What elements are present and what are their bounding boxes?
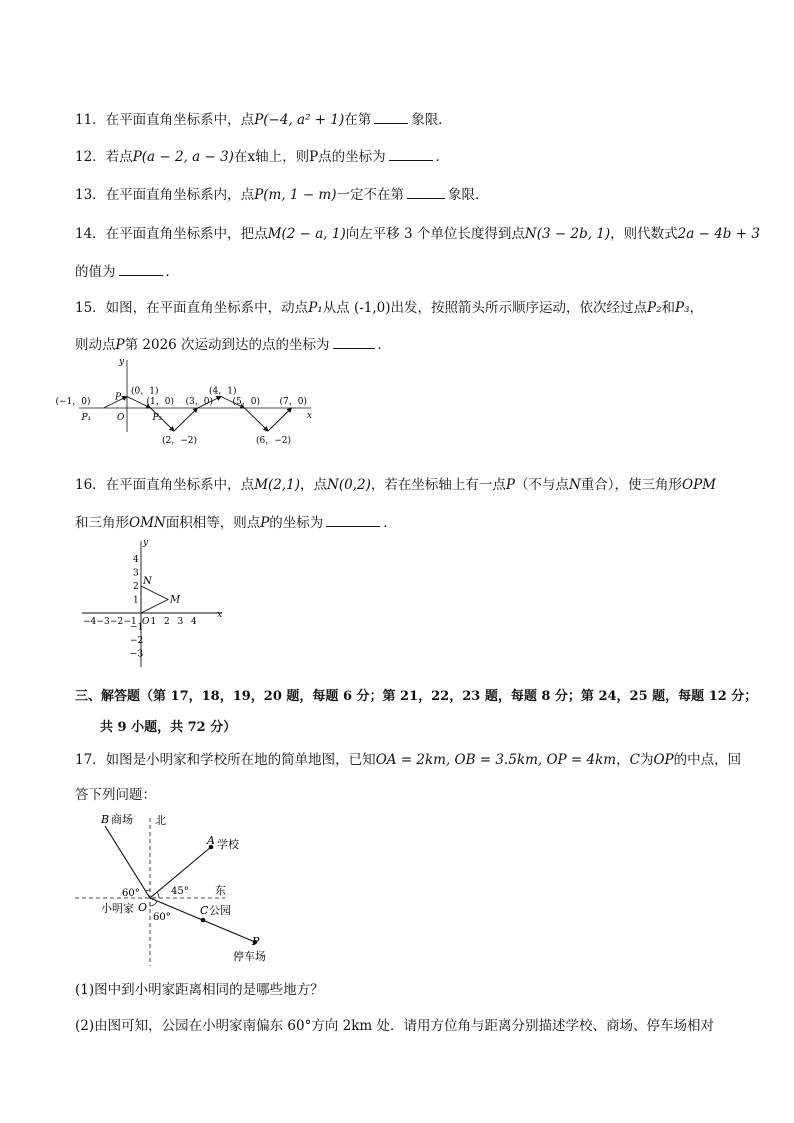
y-tick-label: 3 [133,568,139,579]
y-axis-label: y [119,357,125,367]
section-3-heading: 三、解答题（第 17，18，19，20 题，每题 6 分；第 21，22，23 题，每题 8 分；第 24，25 题，每题 12 分； [75,689,758,704]
point-c [201,918,206,923]
label-a: A [207,834,215,847]
path-segment [245,408,269,431]
y-tick-label: −1 [130,622,144,633]
question-14-line2: 的值为 ． [75,260,179,280]
label-o-name: 小明家 [101,902,134,915]
question-17-sub1: (1)图中到小明家距离相同的是哪些地方？ [75,982,324,998]
y-tick-label: 4 [133,555,139,565]
point-name-label: P₁ [81,413,92,423]
question-15: 15．如图，在平面直角坐标系中，动点P₁从点 (-1,0)出发，按照箭头所示顺序运动，依次经过点P₂和P₃， [75,300,704,316]
question-17-line2: 答下列问题： [75,787,156,803]
origin-label: O [117,413,125,423]
origin-label: O [142,617,150,627]
x-tick-label: 2 [164,617,170,627]
answer-blank[interactable] [374,109,408,124]
angle-arc-60-p [150,901,157,906]
north-label: 北 [155,814,166,827]
point-coordinate-label: (7，0) [279,397,307,407]
point-labels [56,386,307,447]
x-tick-label: 4 [191,617,197,627]
label-a-name: 学校 [217,838,239,851]
angle-arc-60-b [146,890,150,891]
label-angle-b: 60° [122,888,140,899]
path-segment [268,408,292,431]
figure-16-coordinate-plane [74,535,234,671]
y-axis-label: y [143,538,149,548]
answer-blank[interactable] [119,261,163,276]
label-angle-p: 60° [153,912,171,923]
answer-blank[interactable] [326,512,380,527]
triangle-omn [141,586,168,613]
coordinate-plane [82,538,222,667]
point-coordinate-label: (5，0) [232,397,260,407]
x-tick-label: −4 [83,617,97,627]
point-coordinate-label: (0，1) [131,386,159,397]
y-tick-label: 1 [133,595,139,606]
point-coordinate-label: (1，0) [146,397,174,407]
question-14: 14．在平面直角坐标系中，把点M(2 − a, 1)向左平移 3 个单位长度得到点N(3 − 2b, 1)，则代数式2a − 4b + 3 [75,226,760,242]
label-p-name: 停车场 [233,950,266,963]
question-17-sub2: (2)由图可知，公园在小明家南偏东 60°方向 2km 处．请用方位角与距离分别描述学校、商场、停车场相对 [75,1018,714,1034]
question-15-line2: 则动点P第 2026 次运动到达的点的坐标为 ． [75,333,391,353]
point-n-label: N [143,576,152,587]
x-tick-label: −2 [110,617,124,627]
label-c-name: 公园 [209,904,231,917]
point-coordinate-label: (−1，0) [55,397,91,407]
question-16: 16．在平面直角坐标系中，点M(2,1)，点N(0,2)，若在坐标轴上有一点P（不与点N重合），使三角形OPM [75,477,716,493]
x-axis-label: x [217,610,223,620]
section-3-heading-line2: 共 9 小题，共 72 分） [100,720,237,735]
x-tick-label: 1 [150,617,157,627]
point-m-label: M [170,594,181,606]
label-p: P [252,935,260,948]
label-c: C [200,904,209,917]
x-tick-label: 3 [177,617,184,627]
label-angle-a: 45° [171,886,189,897]
figure-17-map [75,808,305,968]
point-name-label: P₂ [115,392,125,403]
x-tick-label: −1 [123,617,137,627]
path-segment [174,408,198,431]
question-11: 11．在平面直角坐标系中，点P(−4, a² + 1)在第 象限． [75,108,452,128]
q12-point-expr: P(a − 2, a − 3) [132,149,234,165]
label-b: B [101,813,110,826]
label-o: O [138,901,148,914]
label-b-name: 商场 [111,813,133,826]
question-13: 13．在平面直角坐标系内，点P(m, 1 − m)一定不在第 象限． [75,183,488,203]
angle-arc-45 [157,892,159,898]
x-tick-label: −3 [96,617,110,627]
y-tick-label: −2 [130,636,144,646]
y-tick-label: 2 [133,582,139,592]
q11-point-expr: P(−4, a² + 1) [254,112,345,128]
x-axis-label: x [307,411,313,421]
answer-blank[interactable] [333,334,375,349]
answer-blank[interactable] [407,184,445,199]
east-label: 东 [215,884,226,897]
question-16-line2: 和三角形OMN面积相等，则点P的坐标为 ． [75,511,397,531]
question-17: 17．如图是小明家和学校所在地的简单地图，已知OA = 2km, OB = 3.5km, OP = 4km，C为OP的中点，回 [75,752,742,768]
point-coordinate-label: (4，1) [209,386,237,397]
point-coordinate-label: (2，−2) [162,436,198,446]
point-coordinate-label: (6，−2) [256,436,292,446]
figure-15-zigzag-path [55,352,325,446]
y-tick-label: −3 [130,649,144,660]
answer-blank[interactable] [389,146,433,161]
point-name-label: P₃ [152,413,163,423]
question-12: 12．若点P(a − 2, a − 3)在x轴上，则P点的坐标为 ． [75,145,449,165]
point-coordinate-label: (3，0) [185,397,213,407]
q13-point-expr: P(m, 1 − m) [254,187,337,203]
